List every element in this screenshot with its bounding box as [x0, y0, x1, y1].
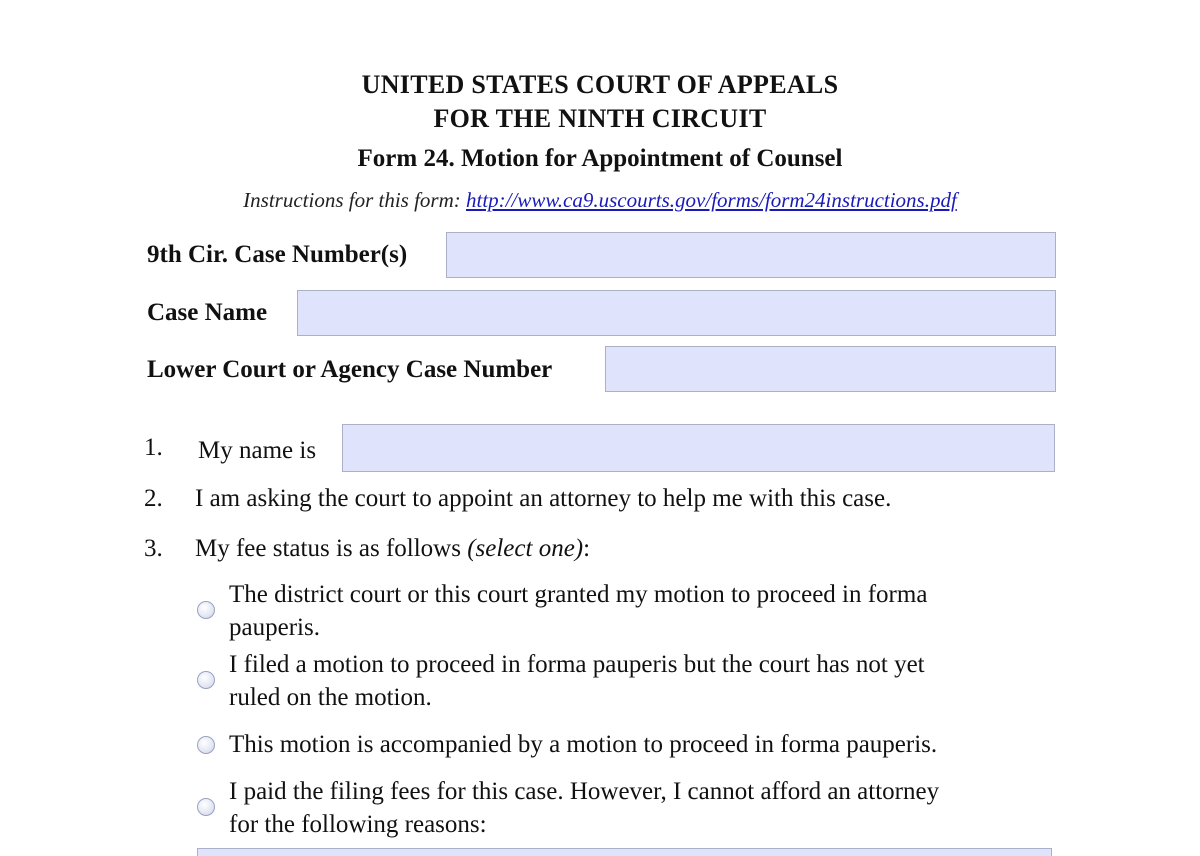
- lower-court-label: Lower Court or Agency Case Number: [147, 356, 553, 383]
- instructions-link[interactable]: http://www.ca9.uscourts.gov/forms/form24instructions.pdf: [466, 188, 957, 212]
- option3-line1: This motion is accompanied by a motion to proceed in forma pauperis.: [229, 731, 938, 758]
- item1-number: 1.: [144, 434, 163, 461]
- fee-status-option-4: [229, 775, 1029, 841]
- option4-line1: I paid the filing fees for this case. However, I cannot afford an attorney: [229, 778, 940, 805]
- court-title-line1: UNITED STATES COURT OF APPEALS: [361, 70, 839, 99]
- option2-line1: I filed a motion to proceed in forma pauperis but the court has not yet: [229, 651, 925, 678]
- item3-main: My fee status is as follows: [195, 535, 468, 562]
- reasons-input[interactable]: [197, 848, 1052, 856]
- item3-text: [195, 535, 590, 563]
- fee-status-option-1: [229, 578, 1029, 644]
- option2-line2: ruled on the motion.: [229, 684, 432, 711]
- item3-colon: :: [583, 535, 591, 562]
- option4-line2: for the following reasons:: [229, 811, 487, 838]
- court-title-line2: FOR THE NINTH CIRCUIT: [433, 104, 767, 133]
- case-name-input[interactable]: [297, 290, 1056, 336]
- form-title: Form 24. Motion for Appointment of Counsel: [357, 145, 843, 172]
- lower-court-input[interactable]: [605, 346, 1056, 392]
- my-name-input[interactable]: [342, 424, 1055, 472]
- case-name-label: Case Name: [147, 299, 268, 326]
- fee-status-radio-3[interactable]: [197, 736, 215, 754]
- item3-number: 3.: [144, 535, 163, 562]
- instructions-prefix: Instructions for this form:: [243, 188, 467, 212]
- fee-status-radio-4[interactable]: [197, 798, 215, 816]
- item1-text: My name is: [198, 437, 317, 464]
- fee-status-option-3: [229, 728, 1029, 761]
- item2-text: I am asking the court to appoint an attorney to help me with this case.: [195, 485, 892, 512]
- option1-line2: pauperis.: [229, 614, 320, 641]
- instructions-line: [0, 188, 1200, 213]
- fee-status-option-2: [229, 648, 1029, 714]
- case-number-label: 9th Cir. Case Number(s): [147, 241, 408, 268]
- fee-status-radio-2[interactable]: [197, 671, 215, 689]
- item3-select-one: (select one): [467, 535, 584, 562]
- option1-line1: The district court or this court granted my motion to proceed in forma: [229, 581, 928, 608]
- case-number-input[interactable]: [446, 232, 1056, 278]
- fee-status-radio-1[interactable]: [197, 601, 215, 619]
- item2-number: 2.: [144, 485, 163, 512]
